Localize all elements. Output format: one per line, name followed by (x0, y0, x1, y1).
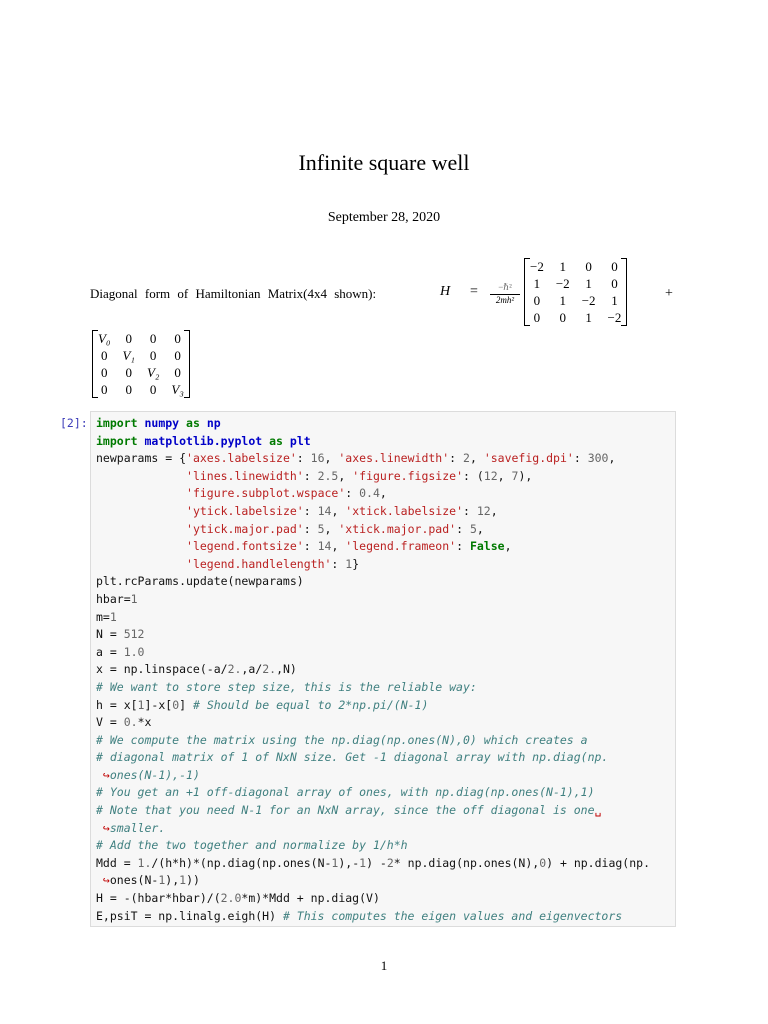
code-token: ↪ (96, 767, 110, 782)
matrix-cell: V₃ (171, 382, 184, 397)
code-token: 14 (317, 539, 332, 554)
matrix-cell: 0 (149, 331, 157, 346)
code-token: : (345, 486, 360, 501)
code-token: 12 (483, 468, 498, 483)
code-line (96, 908, 675, 926)
matrix-cell: 0 (100, 348, 108, 363)
fraction-numerator: −ℏ² (490, 282, 520, 295)
code-token: 2.5 (317, 468, 339, 483)
code-token: H = -(hbar*hbar)/( (96, 891, 221, 906)
matrix-cell: 0 (533, 310, 541, 325)
code-token: as (269, 433, 283, 448)
code-token: } (352, 556, 360, 571)
code-line (96, 503, 675, 521)
code-line (96, 433, 675, 451)
code-token: , (379, 486, 387, 501)
equation-label: Diagonal form of Hamiltonian Matrix(4x4 shown): (90, 286, 377, 301)
code-token: ]-x[ (144, 697, 173, 712)
code-line (96, 837, 675, 855)
fraction-denominator: 2mh² (495, 295, 515, 305)
code-token (96, 522, 186, 536)
code-cell[interactable] (90, 411, 676, 927)
code-line (96, 872, 675, 890)
code-token: 1 (109, 609, 117, 624)
code-token: 1. (137, 855, 152, 870)
code-token: , (504, 539, 512, 554)
code-token: ) - (366, 855, 387, 870)
code-token: 1 (158, 873, 166, 888)
matrix-row (92, 364, 190, 381)
matrix-cell: 0 (559, 310, 567, 325)
matrix-row (524, 275, 627, 292)
matrix-cell: 0 (100, 365, 108, 380)
code-token: 'axes.linewidth' (338, 451, 450, 466)
code-token: ones(N-1),-1) (109, 767, 200, 782)
code-token: *x (137, 715, 152, 730)
potential-matrix (92, 330, 190, 398)
code-token: # You get an +1 off-diagonal array of ones, with np.diag(np.ones(N-1),1) (96, 785, 595, 800)
code-token: 0.4 (359, 486, 380, 501)
code-token: ,a/ (241, 662, 263, 677)
code-token: 'ytick.major.pad' (186, 521, 304, 536)
matrix-cell: 0 (174, 331, 181, 346)
kinetic-matrix (524, 258, 627, 326)
code-token: : (449, 451, 464, 466)
code-token: 2.0 (220, 891, 242, 906)
code-block (91, 412, 675, 925)
code-token: ones(N- (109, 873, 159, 888)
code-token: , (338, 468, 353, 483)
code-token (96, 469, 186, 483)
code-token: : (296, 451, 311, 466)
code-line (96, 609, 675, 627)
code-token: h = x[ (96, 697, 138, 712)
matrix-cell: 0 (611, 259, 618, 274)
code-token: 'lines.linewidth' (186, 468, 304, 483)
code-line (96, 679, 675, 697)
code-line (96, 697, 675, 715)
code-token (96, 504, 186, 518)
code-token: : (303, 539, 318, 554)
code-token: # Add the two together and normalize by 1/h*h (96, 838, 408, 853)
code-line (96, 415, 675, 433)
code-token (283, 434, 290, 448)
code-token: 1 (331, 855, 339, 870)
matrix-cell: 0 (174, 348, 181, 363)
matrix-cell: 0 (585, 259, 592, 274)
code-token: , (490, 503, 498, 518)
code-token: 512 (123, 627, 145, 642)
code-token: , (469, 451, 484, 466)
code-line (96, 767, 675, 785)
code-token: 'legend.handlelength' (186, 556, 332, 571)
matrix-cell: V₂ (146, 365, 160, 380)
code-token: , (608, 451, 616, 466)
matrix-row (92, 330, 190, 347)
code-token: 2. (262, 662, 277, 677)
code-token: plt (289, 433, 311, 448)
matrix-cell: −2 (555, 276, 570, 291)
code-token: newparams = { (96, 451, 187, 466)
page-number: 1 (380, 958, 388, 973)
code-token: /(h*h)*(np.diag(np.ones(N- (151, 855, 332, 870)
code-token: 1 (179, 873, 187, 888)
matrix-row (92, 347, 190, 364)
equation-lhs: H (440, 284, 451, 299)
code-token: numpy (144, 416, 180, 430)
code-token: # diagonal matrix of 1 of NxN size. Get -1 diagonal array with np.diag(np. (96, 750, 609, 765)
code-token: # Note that you need N-1 for an NxN array, since the off diagonal is one (96, 803, 595, 818)
code-token: E,psiT = np.linalg.eigh(H) (96, 908, 283, 923)
matrix-row (524, 292, 627, 309)
code-line (96, 644, 675, 662)
code-line (96, 784, 675, 802)
matrix-row (524, 309, 627, 326)
code-token: : (456, 539, 470, 554)
code-token (96, 539, 186, 553)
code-line (96, 802, 675, 820)
code-token: 'figure.figsize' (352, 468, 463, 483)
code-token: # Should be equal to 2*np.pi/(N-1) (192, 697, 429, 712)
code-token: 0 (539, 855, 547, 870)
code-line (96, 890, 675, 908)
code-token: 'axes.labelsize' (186, 451, 297, 466)
matrix-cell: 1 (559, 259, 567, 274)
matrix-cell: −2 (607, 310, 622, 325)
code-line (96, 855, 675, 873)
code-line (96, 661, 675, 679)
code-line (96, 714, 675, 732)
code-token: 5 (469, 521, 477, 536)
code-token: 5 (317, 521, 325, 536)
matrix-cell: 0 (125, 365, 132, 380)
matrix-cell: 1 (585, 276, 592, 291)
code-token (179, 416, 186, 430)
matrix-cell: 1 (585, 310, 592, 325)
matrix-cell: 0 (149, 348, 157, 363)
code-token: : (573, 451, 588, 466)
code-token: m= (96, 609, 110, 624)
code-token: : (303, 503, 318, 518)
code-token: 0. (123, 715, 138, 730)
code-token: 'xtick.major.pad' (338, 521, 457, 536)
code-token: smaller. (109, 820, 166, 835)
matrix-cell: 1 (611, 293, 618, 308)
code-token: 'savefig.dpi' (483, 451, 574, 466)
code-token: ↪ (96, 873, 110, 888)
code-token: 2 (463, 451, 470, 466)
left-bracket (524, 258, 530, 326)
code-token: ), (518, 468, 533, 483)
matrix-row (92, 381, 190, 398)
matrix-cell: 0 (533, 293, 541, 308)
code-token: # We want to store step size, this is the reliable way: (96, 679, 477, 694)
code-token: 7 (511, 468, 519, 483)
code-token: as (186, 416, 200, 430)
matrix-cell: −2 (530, 259, 544, 274)
code-token: * np.diag(np.ones(N), (393, 855, 540, 870)
code-line (96, 820, 675, 838)
code-token: V = (96, 715, 124, 730)
code-token: import (96, 433, 138, 448)
code-token: : (331, 556, 346, 571)
code-token: 'figure.subplot.wspace' (186, 486, 346, 501)
matrix-cell: 0 (174, 365, 181, 380)
date: September 28, 2020 (327, 210, 441, 225)
code-token: ] (179, 697, 193, 712)
code-token: , (497, 468, 512, 483)
code-token: 1 (345, 556, 353, 571)
code-line (96, 556, 675, 574)
code-token (96, 486, 186, 500)
code-token: 2 (386, 855, 394, 870)
code-token: 1 (130, 591, 138, 606)
code-token: 'ytick.labelsize' (186, 503, 304, 518)
code-token: *m)*Mdd + np.diag(V) (241, 891, 380, 906)
code-token: ),- (338, 855, 360, 870)
code-token: Mdd = (96, 855, 138, 870)
code-token: 'legend.fontsize' (186, 539, 304, 554)
code-token: 300 (587, 451, 609, 466)
code-line (96, 626, 675, 644)
prefactor-fraction (490, 282, 520, 305)
matrix-cell: V₁ (122, 348, 135, 363)
code-token: import (96, 416, 138, 430)
code-token: 1 (137, 697, 145, 712)
code-token: x = np.linspace(-a/ (96, 662, 228, 677)
code-token: 1 (359, 855, 367, 870)
code-token: : ( (463, 468, 484, 483)
code-token: ↪ (96, 820, 110, 835)
code-token: , (331, 503, 346, 518)
code-token: # This computes the eigen values and eigenvectors (282, 908, 623, 923)
code-line (96, 573, 675, 591)
code-token: 'xtick.labelsize' (345, 503, 463, 518)
code-token: , (324, 451, 339, 466)
code-line (96, 749, 675, 767)
right-bracket (184, 330, 190, 398)
matrix-row (524, 258, 627, 275)
code-line (96, 538, 675, 556)
code-token: 16 (310, 451, 325, 466)
matrix-cell: 0 (125, 331, 132, 346)
code-token: # We compute the matrix using the np.diag(np.ones(N),0) which creates a (96, 732, 588, 747)
code-token: plt.rcParams.update(newparams) (96, 574, 304, 589)
code-token: : (303, 468, 318, 483)
code-token: ) + np.diag(np. (546, 855, 650, 870)
code-line (96, 468, 675, 486)
code-token: N = (96, 627, 124, 642)
code-token: : (303, 521, 318, 536)
code-token: )) (186, 873, 200, 888)
code-token: a = (96, 644, 124, 659)
code-token (96, 557, 186, 571)
plus-sign: + (665, 286, 673, 301)
code-line (96, 732, 675, 750)
matrix-cell: 0 (611, 276, 618, 291)
right-bracket (621, 258, 627, 326)
matrix-cell: 0 (100, 382, 108, 397)
code-token: matplotlib.pyplot (144, 433, 263, 448)
matrix-cell: −2 (581, 293, 596, 308)
code-line (96, 591, 675, 609)
code-token: False (469, 539, 505, 554)
code-token: 2. (227, 662, 242, 677)
code-token: 14 (317, 503, 332, 518)
code-token: , (476, 521, 484, 536)
code-line (96, 450, 675, 468)
code-token: , (324, 521, 339, 536)
matrix-cell: 0 (125, 382, 132, 397)
code-token: 12 (476, 503, 491, 518)
code-token: : (463, 503, 477, 518)
code-token: hbar= (96, 591, 131, 606)
code-token: 0 (172, 697, 180, 712)
code-token: : (456, 521, 470, 536)
matrix-cell: 1 (559, 293, 567, 308)
code-line (96, 485, 675, 503)
code-token: ), (165, 873, 180, 888)
matrix-cell: 0 (149, 382, 157, 397)
cell-prompt: [2]: (60, 416, 88, 430)
code-line (96, 521, 675, 539)
code-token: , (331, 539, 346, 554)
code-token (200, 416, 207, 430)
matrix-cell: V₀ (98, 331, 111, 346)
code-token: 'legend.frameon' (345, 539, 457, 554)
left-bracket (92, 330, 98, 398)
code-token: ,N) (276, 662, 297, 677)
code-token: np (206, 416, 221, 430)
page-title: Infinite square well (298, 150, 470, 175)
equation-equals: = (470, 284, 478, 299)
code-token: ␣ (594, 803, 602, 818)
matrix-cell: 1 (533, 276, 541, 291)
code-token: 1.0 (123, 644, 145, 659)
